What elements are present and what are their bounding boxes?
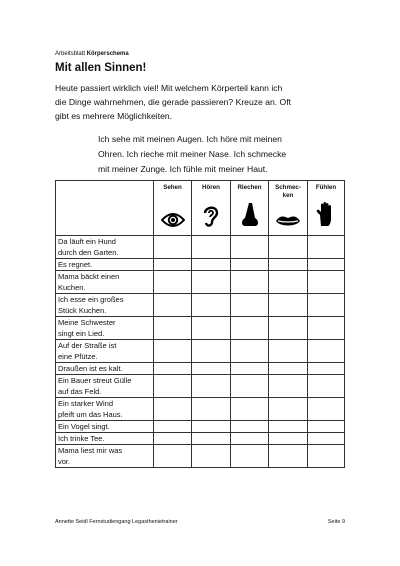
sentence-line: vor. (58, 457, 71, 466)
checkbox-cell[interactable] (192, 445, 231, 468)
table-header-row (56, 181, 345, 236)
page-footer (55, 519, 345, 525)
sentence-cell (56, 433, 154, 445)
table-row (56, 375, 345, 398)
checkbox-cell[interactable] (269, 421, 308, 433)
checkbox-cell[interactable] (269, 259, 308, 271)
checkbox-cell[interactable] (231, 363, 269, 375)
checkbox-cell[interactable] (192, 271, 231, 294)
sentence-line: eine Pfütze. (58, 352, 98, 361)
checkbox-cell[interactable] (192, 317, 231, 340)
senses-line: Ich sehe mit meinen Augen. Ich höre mit meinen (98, 134, 282, 144)
checkbox-cell[interactable] (192, 433, 231, 445)
checkbox-cell[interactable] (154, 259, 192, 271)
checkbox-cell[interactable] (269, 271, 308, 294)
checkbox-cell[interactable] (231, 421, 269, 433)
sentence-line: singt ein Lied. (58, 329, 105, 338)
checkbox-cell[interactable] (192, 259, 231, 271)
checkbox-cell[interactable] (308, 294, 345, 317)
checkbox-cell[interactable] (154, 421, 192, 433)
column-hoeren (192, 181, 231, 236)
hand-icon (316, 202, 336, 231)
column-label: Fühlen (315, 184, 337, 191)
sentence-cell (56, 445, 154, 468)
sentence-cell (56, 375, 154, 398)
table-row (56, 363, 345, 375)
checkbox-cell[interactable] (231, 375, 269, 398)
checkbox-cell[interactable] (154, 445, 192, 468)
checkbox-cell[interactable] (308, 317, 345, 340)
table-row (56, 421, 345, 433)
column-label: Hören (202, 184, 220, 191)
sentence-header-cell (56, 181, 154, 236)
checkbox-cell[interactable] (154, 375, 192, 398)
sentence-line: pfeift um das Haus. (58, 410, 123, 419)
checkbox-cell[interactable] (192, 340, 231, 363)
column-fuehlen (308, 181, 345, 236)
column-riechen (231, 181, 269, 236)
sentence-line: Draußen ist es kalt. (58, 364, 123, 373)
checkbox-cell[interactable] (231, 271, 269, 294)
checkbox-cell[interactable] (269, 375, 308, 398)
sentence-cell (56, 294, 154, 317)
checkbox-cell[interactable] (231, 294, 269, 317)
checkbox-cell[interactable] (231, 398, 269, 421)
senses-line: Ohren. Ich rieche mit meiner Nase. Ich schmecke (98, 149, 287, 159)
sentence-cell (56, 259, 154, 271)
checkbox-cell[interactable] (308, 363, 345, 375)
checkbox-cell[interactable] (231, 236, 269, 259)
worksheet-topic: Körperschema (86, 51, 129, 57)
checkbox-cell[interactable] (308, 433, 345, 445)
table-row (56, 271, 345, 294)
intro-line: gibt es mehrere Möglichkeiten. (55, 111, 173, 121)
checkbox-cell[interactable] (154, 236, 192, 259)
checkbox-cell[interactable] (192, 421, 231, 433)
sentence-line: Ein Bauer streut Gülle (58, 376, 132, 385)
table-row (56, 445, 345, 468)
sentence-line: Meine Schwester (58, 318, 116, 327)
page-title: Mit allen Sinnen! (55, 62, 147, 74)
sentence-cell (56, 317, 154, 340)
table-row (56, 259, 345, 271)
checkbox-cell[interactable] (192, 236, 231, 259)
checkbox-cell[interactable] (192, 375, 231, 398)
table-row (56, 340, 345, 363)
checkbox-cell[interactable] (231, 317, 269, 340)
checkbox-cell[interactable] (308, 445, 345, 468)
checkbox-cell[interactable] (154, 271, 192, 294)
checkbox-cell[interactable] (154, 340, 192, 363)
sentence-cell (56, 421, 154, 433)
checkbox-cell[interactable] (231, 259, 269, 271)
sentence-cell (56, 398, 154, 421)
checkbox-cell[interactable] (154, 433, 192, 445)
ear-icon (202, 204, 220, 231)
checkbox-cell[interactable] (269, 433, 308, 445)
table-row (56, 294, 345, 317)
checkbox-cell[interactable] (269, 236, 308, 259)
sentence-line: Mama bäckt einen (58, 272, 120, 281)
intro-text (55, 81, 355, 123)
checkbox-cell[interactable] (308, 236, 345, 259)
worksheet-label (55, 50, 129, 58)
sentence-line: durch den Garten. (58, 248, 119, 257)
checkbox-cell[interactable] (308, 340, 345, 363)
sentence-line: Kuchen. (58, 283, 86, 292)
checkbox-cell[interactable] (269, 445, 308, 468)
sentence-cell (56, 236, 154, 259)
sentence-line: Ich trinke Tee. (58, 434, 105, 443)
sentence-line: Da läuft ein Hund (58, 237, 116, 246)
senses-line: mit meiner Zunge. Ich fühle mit meiner Haut. (98, 164, 268, 174)
senses-explanation (98, 132, 358, 177)
checkbox-cell[interactable] (269, 398, 308, 421)
checkbox-cell[interactable] (231, 433, 269, 445)
sentence-line: Mama liest mir was (58, 446, 123, 455)
intro-line: die Dinge wahrnehmen, die gerade passieren? Kreuze an. Oft (55, 97, 291, 107)
column-schmecken (269, 181, 308, 236)
sentence-cell (56, 271, 154, 294)
sentence-line: Stück Kuchen. (58, 306, 107, 315)
table-row (56, 433, 345, 445)
table-row (56, 398, 345, 421)
checkbox-cell[interactable] (231, 340, 269, 363)
sentence-line: Ich esse ein großes (58, 295, 124, 304)
senses-table (55, 180, 345, 468)
checkbox-cell[interactable] (308, 421, 345, 433)
eye-icon (161, 212, 185, 231)
footer-page-number: Seite 9 (327, 519, 345, 525)
checkbox-cell[interactable] (192, 294, 231, 317)
table-row (56, 317, 345, 340)
checkbox-cell[interactable] (154, 294, 192, 317)
checkbox-cell[interactable] (269, 363, 308, 375)
worksheet-prefix: Arbeitsblatt (55, 51, 86, 57)
sentence-cell (56, 340, 154, 363)
lips-icon (275, 214, 301, 231)
sentence-cell (56, 363, 154, 375)
nose-icon (240, 202, 260, 231)
table-row (56, 236, 345, 259)
sentence-line: Auf der Straße ist (58, 341, 117, 350)
checkbox-cell[interactable] (154, 398, 192, 421)
sentence-line: Es regnet. (58, 260, 93, 269)
checkbox-cell[interactable] (192, 363, 231, 375)
checkbox-cell[interactable] (308, 398, 345, 421)
sentence-line: Ein starker Wind (58, 399, 114, 408)
checkbox-cell[interactable] (269, 340, 308, 363)
column-label: Sehen (163, 184, 182, 191)
footer-author: Annette Seidl Fernstudiengang Legasthenietrainer (55, 519, 178, 525)
column-sehen (154, 181, 192, 236)
column-label: Schmec- ken (275, 184, 301, 199)
checkbox-cell[interactable] (192, 398, 231, 421)
column-label: Riechen (237, 184, 262, 191)
checkbox-cell[interactable] (154, 317, 192, 340)
checkbox-cell[interactable] (154, 363, 192, 375)
sentence-line: auf das Feld. (58, 387, 102, 396)
checkbox-cell[interactable] (308, 375, 345, 398)
checkbox-cell[interactable] (269, 294, 308, 317)
sentence-line: Ein Vogel singt. (58, 422, 110, 431)
checkbox-cell[interactable] (269, 317, 308, 340)
intro-line: Heute passiert wirklich viel! Mit welchem Körperteil kann ich (55, 83, 283, 93)
checkbox-cell[interactable] (308, 259, 345, 271)
checkbox-cell[interactable] (308, 271, 345, 294)
checkbox-cell[interactable] (231, 445, 269, 468)
